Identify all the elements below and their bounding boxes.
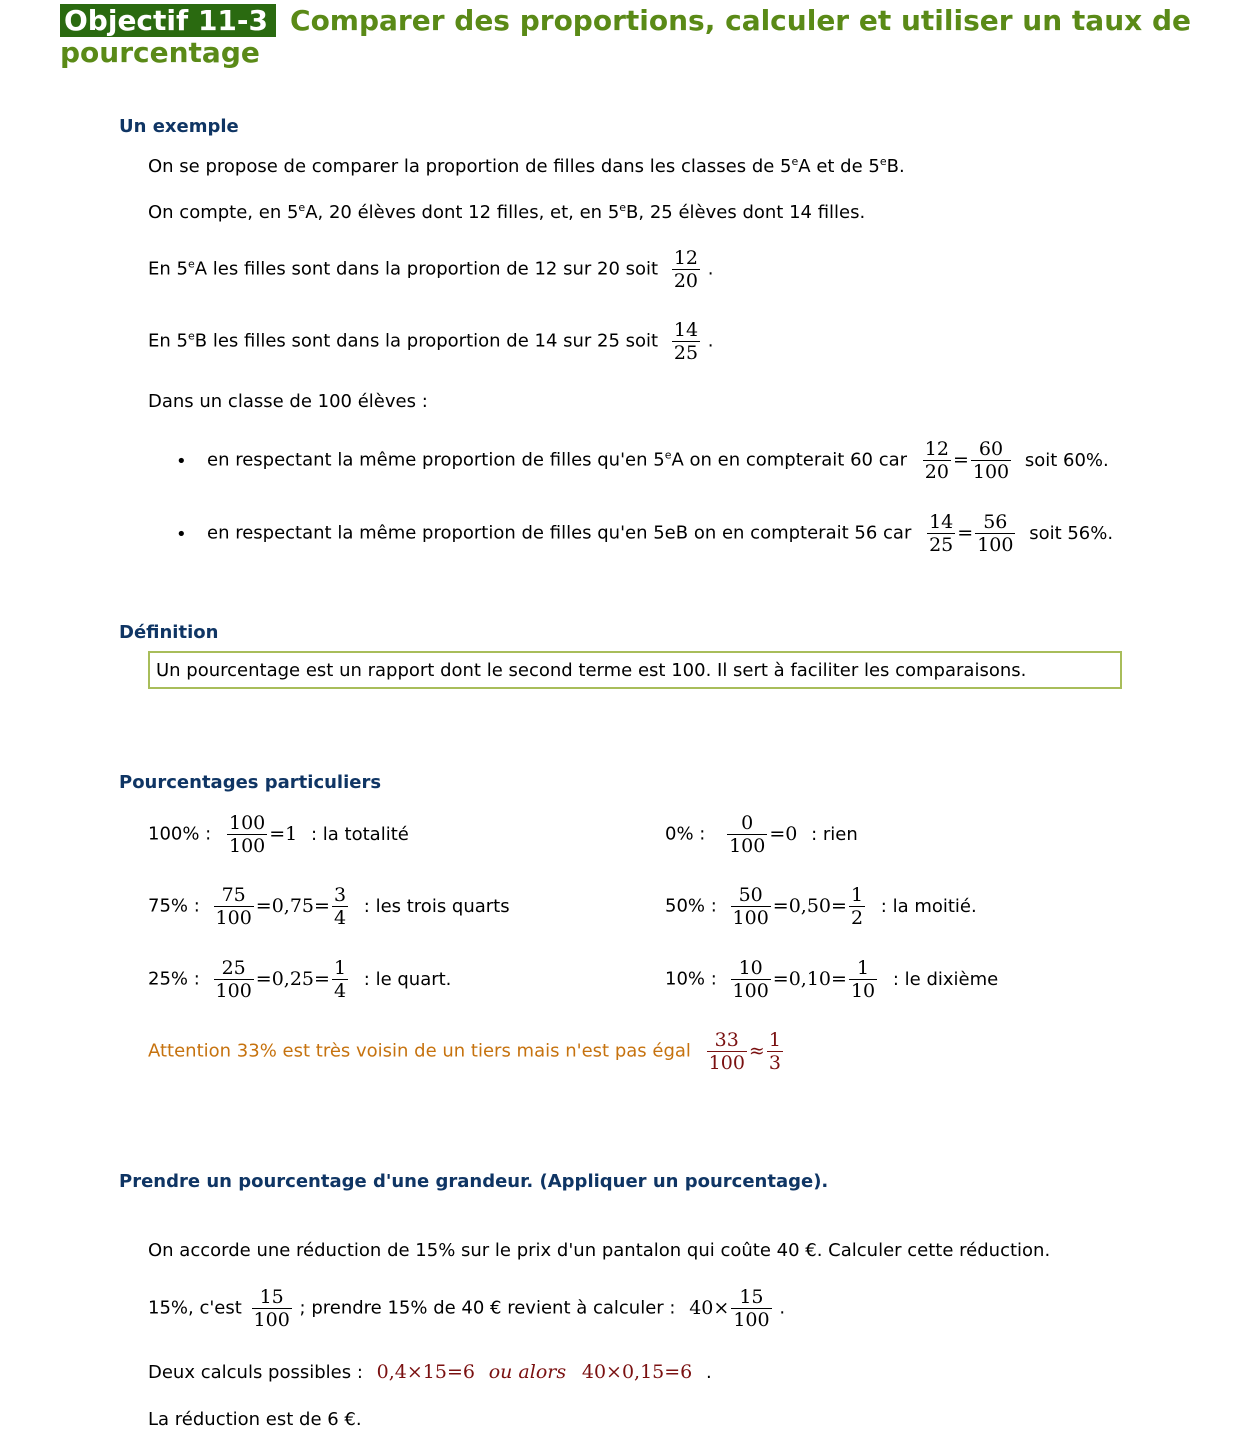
numerator: 0: [727, 812, 767, 835]
denominator: 100: [215, 907, 252, 929]
superscript: e: [619, 201, 627, 214]
text: en respectant la même proportion de filles qu'en 5: [207, 449, 665, 471]
description: : le quart.: [363, 968, 452, 990]
denominator: 4: [333, 907, 347, 929]
equation: [212, 957, 351, 1002]
equation-start: 40×: [689, 1296, 730, 1319]
denominator: 2: [850, 907, 864, 929]
title-line-1: Comparer des proportions, calculer et utiliser un taux de: [290, 4, 1191, 37]
fraction: [849, 957, 877, 1002]
percent-label: 50% :: [665, 895, 717, 917]
denominator: 100: [733, 1309, 770, 1331]
bullet-item-2: [207, 511, 1113, 556]
fraction: [731, 957, 771, 1002]
fraction: [214, 884, 254, 929]
exemple-paragraph-1: [148, 155, 905, 177]
numerator: 1: [850, 884, 864, 906]
text: .: [779, 1297, 786, 1319]
denominator: 25: [673, 342, 699, 364]
equation: [725, 812, 798, 857]
denominator: 25: [929, 534, 954, 556]
exemple-paragraph-5: Dans un classe de 100 élèves :: [148, 391, 428, 412]
text: soit 60%.: [1024, 449, 1109, 471]
numerator: 1: [768, 1029, 781, 1051]
denominator: 100: [253, 1309, 290, 1331]
superscript: e: [187, 329, 195, 343]
text: A, 20 élèves dont 12 filles, et, en 5: [305, 202, 620, 223]
description: : rien: [811, 823, 858, 845]
equation-middle: =0,10=: [772, 967, 847, 990]
equation: [729, 884, 868, 929]
denominator: 100: [708, 1052, 745, 1074]
percent-row-50: [665, 884, 977, 929]
text: A et de 5: [798, 156, 880, 177]
percent-label: 100% :: [148, 823, 212, 845]
appliquer-paragraph-1: On accorde une réduction de 15% sur le prix d'un pantalon qui coûte 40 €. Calculer cette réduction.: [148, 1240, 1051, 1261]
text: soit 56%.: [1029, 522, 1114, 544]
appliquer-paragraph-2: [148, 1286, 785, 1331]
denominator: 100: [729, 835, 766, 857]
percent-label: 10% :: [665, 968, 717, 990]
fraction: [849, 884, 865, 929]
appliquer-paragraph-4: La réduction est de 6 €.: [148, 1409, 362, 1430]
equation-rest: =0: [769, 822, 798, 845]
text: En 5: [148, 330, 188, 352]
text: B, 25 élèves dont 14 filles.: [626, 202, 866, 223]
numerator: 56: [975, 511, 1015, 534]
denominator: 100: [972, 461, 1010, 483]
numerator: 60: [971, 438, 1011, 461]
numerator: 10: [731, 957, 771, 980]
equation-middle: =0,50=: [772, 894, 847, 917]
calculation-1: 0,4×15=6: [376, 1361, 475, 1383]
calculation-2: 40×0,15=6: [581, 1361, 693, 1383]
numerator: 14: [673, 319, 699, 341]
numerator: 25: [214, 957, 254, 980]
fraction: [923, 438, 951, 483]
heading-particuliers: Pourcentages particuliers: [119, 772, 382, 793]
numerator: 75: [214, 884, 254, 907]
text: Deux calculs possibles :: [148, 1362, 363, 1383]
objective-badge: Objectif 11-3: [60, 4, 276, 37]
description: : la totalité: [311, 823, 409, 845]
percent-row-100: [148, 812, 409, 857]
fraction: [252, 1286, 292, 1331]
denominator: 20: [673, 270, 699, 292]
exemple-paragraph-3: [148, 247, 713, 292]
text: On se propose de comparer la proportion de filles dans les classes de 5: [148, 156, 792, 177]
numerator: 100: [228, 812, 266, 834]
attention-text: Attention 33% est très voisin de un tiers mais n'est pas égal: [148, 1040, 691, 1062]
fraction: [332, 957, 348, 1002]
bullet-icon: •: [176, 451, 187, 472]
appliquer-paragraph-3: [148, 1361, 712, 1383]
fraction: [707, 1029, 747, 1074]
numerator: 33: [707, 1029, 747, 1052]
or-text: ou alors: [488, 1361, 567, 1383]
heading-definition: Définition: [119, 622, 219, 643]
description: : les trois quarts: [363, 895, 510, 917]
fraction: [214, 957, 254, 1002]
fraction: [731, 1286, 771, 1331]
description: : le dixième: [892, 968, 999, 990]
percent-label: 75% :: [148, 895, 200, 917]
exemple-paragraph-4: [148, 319, 714, 364]
definition-box: Un pourcentage est un rapport dont le second terme est 100. Il sert à faciliter les comparaisons.: [148, 651, 1122, 689]
percent-row-0: [665, 812, 858, 857]
superscript: e: [879, 155, 887, 168]
percent-label: 25% :: [148, 968, 200, 990]
text: 15%, c'est: [148, 1297, 242, 1319]
text: .: [706, 1362, 712, 1383]
fraction: [672, 319, 700, 364]
numerator: 50: [731, 884, 771, 907]
text: .: [707, 258, 714, 280]
fraction: [927, 511, 955, 556]
equation-middle: =0,75=: [255, 894, 330, 917]
title-line-2: pourcentage: [60, 36, 260, 69]
equation: [925, 511, 1017, 556]
fraction: [332, 884, 348, 929]
fraction: [731, 884, 771, 929]
fraction: [227, 812, 267, 857]
numerator: 15: [731, 1286, 771, 1309]
text: A on en compterait 60 car: [671, 449, 908, 471]
denominator: 100: [228, 835, 266, 857]
equation-middle: =0,25=: [255, 967, 330, 990]
exemple-paragraph-2: [148, 201, 865, 223]
percent-row-25: [148, 957, 451, 1002]
denominator: 100: [215, 980, 252, 1002]
equation: [921, 438, 1013, 483]
equals-sign: =: [952, 448, 969, 471]
bullet-icon: •: [176, 524, 187, 545]
fraction: [767, 1029, 783, 1074]
denominator: 20: [924, 461, 949, 483]
equation: [729, 957, 880, 1002]
text: en respectant la même proportion de filles qu'en 5eB on en compterait 56 car: [207, 522, 912, 544]
equation: [705, 1029, 785, 1074]
text: B.: [886, 156, 905, 177]
fraction: [727, 812, 767, 857]
denominator: 100: [732, 907, 769, 929]
numerator: 12: [924, 438, 949, 460]
heading-exemple: Un exemple: [119, 116, 239, 137]
numerator: 1: [849, 957, 877, 980]
denominator: 3: [768, 1052, 781, 1074]
bullet-item-1: [207, 438, 1109, 483]
equation-rest: =1: [269, 822, 298, 845]
denominator: 10: [850, 980, 876, 1002]
page-title: [60, 5, 1191, 37]
superscript: e: [298, 201, 306, 214]
numerator: 14: [929, 511, 954, 533]
numerator: 15: [252, 1286, 292, 1309]
heading-appliquer: Prendre un pourcentage d'une grandeur. (Appliquer un pourcentage).: [119, 1171, 829, 1192]
equation: [689, 1286, 773, 1331]
numerator: 12: [673, 247, 699, 269]
percent-row-75: [148, 884, 510, 929]
denominator: 100: [977, 534, 1014, 556]
fraction: [672, 247, 700, 292]
percent-label: 0% :: [665, 823, 706, 845]
text: A les filles sont dans la proportion de 12 sur 20 soit: [194, 258, 659, 280]
fraction: [971, 438, 1011, 483]
numerator: 1: [333, 957, 347, 979]
text: ; prendre 15% de 40 € revient à calculer :: [299, 1297, 676, 1319]
equals-sign: =: [957, 521, 974, 544]
equation: [212, 884, 351, 929]
text: B les filles sont dans la proportion de 14 sur 25 soit: [194, 330, 659, 352]
attention-note: [148, 1029, 785, 1074]
description: : la moitié.: [880, 895, 977, 917]
text: En 5: [148, 258, 188, 280]
fraction: [975, 511, 1015, 556]
approx-sign: ≈: [748, 1039, 765, 1062]
denominator: 100: [732, 980, 769, 1002]
superscript: e: [791, 155, 799, 168]
superscript: e: [664, 448, 672, 462]
superscript: e: [187, 257, 195, 271]
text: .: [707, 330, 714, 352]
text: On compte, en 5: [148, 202, 299, 223]
equation: [225, 812, 298, 857]
numerator: 3: [333, 884, 347, 906]
percent-row-10: [665, 957, 998, 1002]
denominator: 4: [333, 980, 347, 1002]
